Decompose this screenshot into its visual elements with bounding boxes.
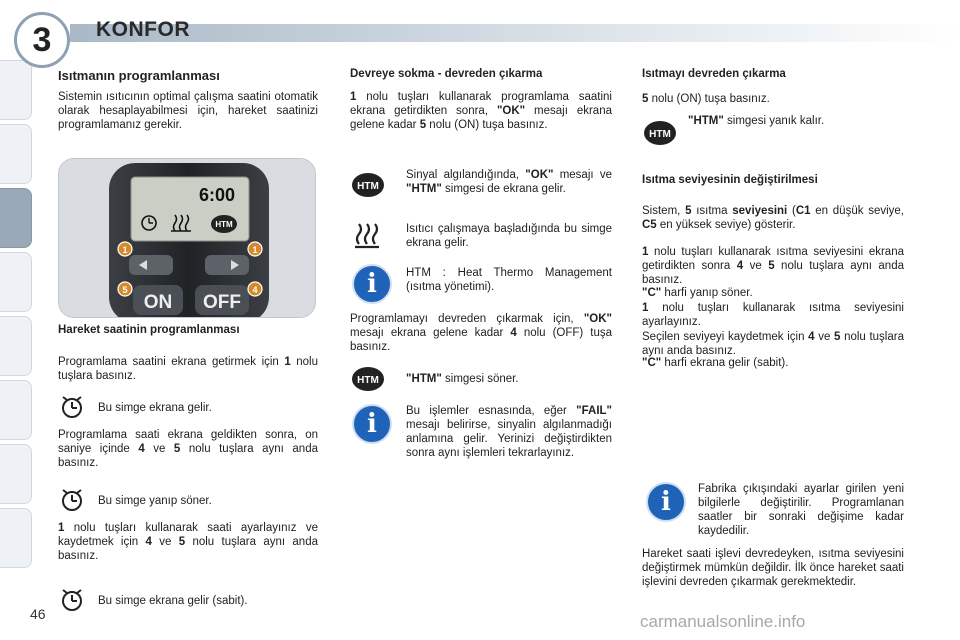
chapter-tab[interactable] — [0, 508, 32, 568]
heater-icon — [352, 220, 382, 250]
right-arrow-button[interactable] — [205, 255, 249, 275]
paragraph: 1 nolu tuşları kullanarak ısıtma seviyesini ekrana getirdikten sonra 4 ve 5 nolu tuşlara aynı anda basınız. — [642, 246, 904, 286]
section-heading: Devreye sokma - devreden çıkarma — [350, 68, 543, 80]
intro-paragraph: Sistemin ısıtıcının optimal çalışma saatini otomatik olarak hesaplayabilmesi için, hareket saatinizi programlamanız gerekir. — [58, 91, 318, 131]
chapter-tab-active[interactable] — [0, 188, 32, 248]
icon-caption: Bu simge ekrana gelir. — [98, 402, 212, 414]
paragraph: Isıtıcı çalışmaya başladığında bu simge ekrana gelir. — [406, 223, 612, 249]
paragraph: "C" harfi yanıp söner. — [642, 287, 753, 299]
left-arrow-button[interactable] — [129, 255, 173, 275]
info-note: Fabrika çıkışındaki ayarlar girilen yeni bilgilerle değiştirilir. Programlanan saatler bir sonraki değişime kadar kaydedilir. — [698, 483, 904, 537]
alarm-clock-icon — [58, 486, 86, 514]
paragraph: Programlama saati ekrana geldikten sonra, on saniye içinde 4 ve 5 nolu tuşlara aynı anda basınız. — [58, 429, 318, 469]
paragraph: Sistem, 5 ısıtma seviyesini (C1 en düşük seviye, C5 en yüksek seviye) gösterir. — [642, 205, 905, 231]
svg-text:ON: ON — [143, 292, 173, 313]
subheading: Hareket saatinin programlanması — [58, 324, 240, 336]
chapter-tab[interactable] — [0, 316, 32, 376]
svg-text:HTM: HTM — [357, 375, 379, 386]
info-icon: i — [646, 482, 686, 522]
paragraph: "C" harfi ekrana gelir (sabit). — [642, 357, 789, 369]
info-note: HTM : Heat Thermo Management (ısıtma yönetimi). — [406, 267, 612, 293]
paragraph: Seçilen seviyeyi kaydetmek için 4 ve 5 nolu tuşlara aynı anda basınız. — [642, 331, 904, 357]
chapter-title: KONFOR — [96, 18, 190, 41]
svg-text:5: 5 — [122, 285, 128, 295]
info-icon: i — [352, 264, 392, 304]
svg-text:4: 4 — [252, 285, 258, 295]
paragraph: 1 nolu tuşları kullanarak saati ayarlayınız ve kaydetmek için 4 ve 5 nolu tuşlara aynı anda basınız. — [58, 522, 318, 562]
info-icon: i — [352, 404, 392, 444]
watermark: carmanualsonline.info — [640, 612, 806, 631]
chapter-tab[interactable] — [0, 252, 32, 312]
chapter-tab[interactable] — [0, 380, 32, 440]
page-number: 46 — [30, 606, 46, 622]
display-time: 6:00 — [198, 185, 236, 205]
info-note: Bu işlemler esnasında, eğer "FAIL" mesajı belirirse, sinyalin algılanmadığı anlamına gelir. Yerinizi değiştirdikten sonra aynı işlemleri tekrarlayınız. — [406, 405, 612, 459]
paragraph: "HTM" simgesi yanık kalır. — [688, 115, 825, 127]
htm-icon — [642, 118, 678, 148]
svg-text:HTM: HTM — [215, 220, 233, 229]
paragraph: Sinyal algılandığında, "OK" mesajı ve "HTM" simgesi de ekrana gelir. — [406, 169, 612, 195]
header-bar — [70, 24, 960, 42]
paragraph: "HTM" simgesi söner. — [406, 373, 519, 385]
svg-text:HTM: HTM — [357, 181, 379, 192]
paragraph: 1 nolu tuşları kullanarak programlama saatini ekrana getirdikten sonra, "OK" mesajı ekrana gelene kadar 5 nolu (ON) tuşa basınız. — [350, 91, 612, 131]
alarm-clock-icon — [58, 586, 86, 614]
chapter-tab[interactable] — [0, 60, 32, 120]
paragraph: Programlamayı devreden çıkarmak için, "OK" mesajı ekrana gelene kadar 4 nolu (OFF) tuşa basınız. — [350, 313, 612, 353]
chapter-tab[interactable] — [0, 444, 32, 504]
svg-text:1: 1 — [122, 245, 128, 255]
svg-text:1: 1 — [252, 245, 258, 255]
remote-control-illustration — [59, 159, 316, 318]
svg-text:OFF: OFF — [203, 292, 241, 313]
icon-caption: Bu simge ekrana gelir (sabit). — [98, 595, 248, 607]
remote-control-photo — [58, 158, 316, 318]
alarm-clock-icon — [58, 393, 86, 421]
chapter-number: 3 — [14, 12, 70, 68]
chapter-tabs — [0, 60, 34, 580]
htm-icon — [350, 364, 386, 394]
htm-icon — [350, 170, 386, 200]
paragraph: 1 nolu tuşları kullanarak ısıtma seviyesini ayarlayınız. — [642, 302, 904, 328]
section-heading: Isıtmanın programlanması — [58, 68, 220, 83]
chapter-tab[interactable] — [0, 124, 32, 184]
section-heading: Isıtma seviyesinin değiştirilmesi — [642, 174, 818, 186]
paragraph: 5 nolu (ON) tuşa basınız. — [642, 93, 770, 105]
section-heading: Isıtmayı devreden çıkarma — [642, 68, 786, 80]
icon-caption: Bu simge yanıp söner. — [98, 495, 212, 507]
svg-text:HTM: HTM — [649, 129, 671, 140]
paragraph: Hareket saati işlevi devredeyken, ısıtma seviyesini değiştirmek mümkün değildir. İlk önce hareket saati işlevini devreden çıkarmak gerekmektedir. — [642, 548, 904, 588]
paragraph: Programlama saatini ekrana getirmek için 1 nolu tuşlara basınız. — [58, 356, 319, 382]
